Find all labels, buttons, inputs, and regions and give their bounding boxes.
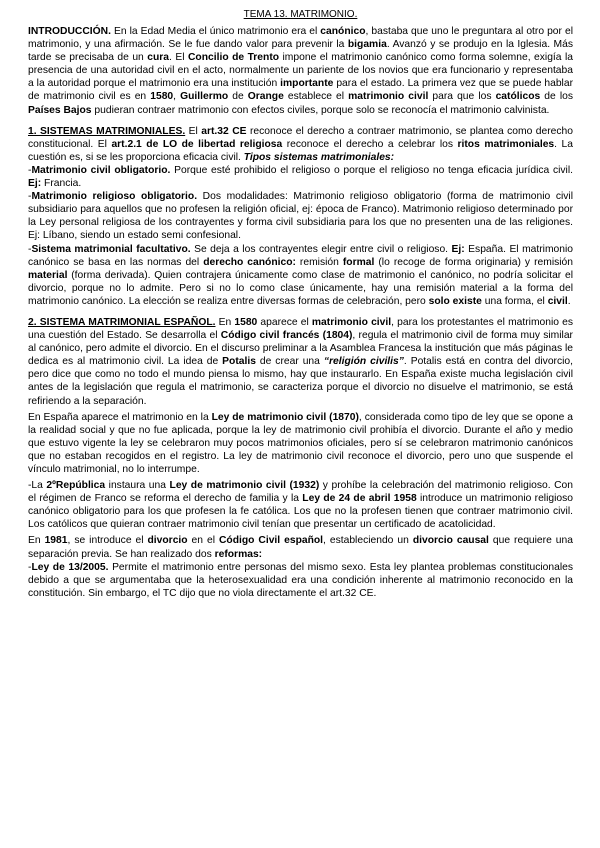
text-run: En (28, 535, 45, 547)
text-run: divorcio (147, 535, 188, 547)
text-run: Matrimonio civil obligatorio. (31, 164, 171, 176)
text-run: aparece el (257, 316, 312, 328)
text-run: . La cuestión es, si se les proporciona eficacia civil. (28, 138, 573, 163)
text-run: Ley de 13/2005. (31, 561, 109, 573)
text-run: . Potalis está en contra del divorcio, pero dice que como no todo el mundo piensa lo mismo, hay que instaurarlo. En España existe mucha legislación civil antes de la legislación que regula el matrimonio, se caracteriza porque el divorcio no disuelve el matrimonio, se está refiriendo a la separación. (28, 356, 573, 407)
text-run: Código civil francés (1804) (220, 330, 353, 342)
text-run: Matrimonio religioso obligatorio. (31, 191, 198, 203)
text-run: de (228, 91, 248, 103)
religioso-obligatorio-paragraph (28, 190, 573, 242)
text-run: Porque esté prohibido el religioso o porque el religioso no tenga eficacia jurídica civil. (170, 164, 573, 176)
intro-paragraph (28, 25, 573, 117)
text-run: (forma derivada). Quien contrajera únicamente como clase de matrimonio el canónico, no podría solicitar el divorcio, porque no lo admite. Pero si no lo como clase únicamente, hay una remisión material a la forma del matrimonio canónico. La elección se realiza entre diversas formas de celebración, pero (28, 269, 573, 307)
text-run: Francia. (41, 178, 82, 190)
text-run: ritos matrimoniales (457, 138, 555, 150)
text-run: 2ºRepública (46, 480, 106, 492)
text-run: matrimonio civil (348, 91, 429, 103)
text-run: reconoce el derecho a contraer matrimonio, se plantea como derecho constitucional. El (28, 125, 573, 150)
text-run: España. El matrimonio canónico se basa en las normas del (28, 243, 574, 268)
text-run: de los (540, 91, 573, 103)
text-run: - (28, 561, 32, 573)
text-run: En la Edad Media el único matrimonio era el (110, 26, 321, 37)
text-run: En España aparece el matrimonio en la (28, 411, 212, 423)
text-run: en el (187, 535, 219, 547)
text-run: católicos (495, 91, 541, 103)
divorcio-1981-paragraph (28, 534, 573, 560)
text-run: Código Civil español (218, 535, 324, 547)
text-run: 1. SISTEMAS MATRIMONIALES. (28, 125, 186, 137)
text-run: Concilio de Trento (188, 52, 280, 64)
text-run: reconoce el derecho a celebrar los (282, 138, 458, 150)
civil-obligatorio-paragraph (28, 164, 573, 190)
text-run: matrimonio civil (311, 316, 392, 328)
text-run: Sistema matrimonial facultativo. (31, 243, 191, 255)
text-run: art.2.1 de LO de libertad religiosa (111, 138, 283, 150)
text-run: para que los (428, 91, 496, 103)
text-run: -La (28, 480, 47, 492)
text-run: , se introduce el (67, 535, 148, 547)
text-run: , considerada como tipo de ley que se opone a la realidad social y que no fue aplicada, porque la ley de matrimonio civil prohibía el divorcio. Durante el año y medio que estuvo vigente la ley se celebraron muy pocos matrimonios oficiales, pero sí se celebraron matrimonio canónicos que no estaban recogidos en el registro. La ley de matrimonio civil reconoce el divorcio, pero uno que suspende el vínculo matrimonial, no lo interrumpe. (28, 411, 573, 475)
text-run: El (185, 125, 202, 137)
text-run: En (215, 316, 235, 328)
text-run: Permite el matrimonio entre personas del mismo sexo. Esta ley plantea problemas constitucionales debido a que se argumentaba que la heterosexualidad era una condición inherente al matrimonio reconocido en la constitución. Sin embargo, el TC dijo que no viola directamente el art.32 CE. (28, 561, 573, 599)
text-run: Ej: (28, 178, 42, 190)
text-run: remisión (295, 256, 343, 268)
text-run: de crear una (255, 356, 324, 368)
text-run: 1580 (234, 316, 258, 328)
text-run: Guillermo (180, 91, 229, 103)
text-run: Tipos sistemas matrimoniales: (243, 151, 395, 163)
text-run: una forma, el (481, 295, 548, 307)
text-run: “religión civilis” (323, 356, 404, 368)
text-run: . Avanzó y se produjo en la Iglesia. Más tarde se precisaba de un (28, 39, 573, 64)
text-run: - (28, 164, 32, 176)
text-run: divorcio causal (412, 535, 489, 547)
text-run: bigamia (347, 39, 387, 51)
text-run: (lo recoge de forma originaria) y remisión (374, 256, 574, 268)
facultativo-paragraph (28, 243, 573, 308)
text-run: , (173, 91, 181, 103)
text-run: canónico (320, 26, 366, 37)
text-run: civil (547, 295, 568, 307)
text-run: . (567, 295, 571, 307)
text-run: pudieran contraer matrimonio con efectos civiles, porque solo se reconocía el matrimonio calvinista. (91, 104, 550, 116)
text-run: derecho canónico: (203, 256, 296, 268)
text-run: Ley de matrimonio civil (1870) (211, 411, 359, 423)
text-run: material (28, 269, 68, 281)
text-run: art.32 CE (201, 125, 247, 137)
text-run: Se deja a los contrayentes elegir entre civil o religioso. (190, 243, 452, 255)
text-run: reformas: (214, 548, 263, 560)
text-run: 1981 (44, 535, 68, 547)
text-run: Potalis (222, 356, 256, 368)
section-2-paragraph (28, 316, 573, 408)
text-run: Ej: (451, 243, 465, 255)
text-run: 2. SISTEMA MATRIMONIAL ESPAÑOL. (28, 316, 216, 328)
text-run: introduce un matrimonio religioso canónico obligatorio para los que profesen la fe católica. Los que no la profesen tienen que contraer matrimonio civil. Los católicos que quieran contraer matrimonio civil tenían que presentar un certificado de acatolicidad. (28, 493, 573, 531)
text-run: INTRODUCCIÓN. (28, 26, 111, 37)
section-1-paragraph (28, 125, 573, 164)
ley-2005-paragraph (28, 561, 573, 600)
text-run: importante (280, 78, 334, 90)
document-page (28, 8, 573, 600)
ley-1870-paragraph (28, 411, 573, 476)
text-run: instaura una (105, 480, 170, 492)
text-run: Dos modalidades: Matrimonio religioso obligatorio (forma de matrimonio civil subsidiario para aquellos que no profesen la religión oficial, ej: época de Franco). Matrimonio religioso determinado por la Ley personal religiosa de los contrayentes y forma civil subsidiaria para los que no presenten una de las religiones. Ej: Líbano, siendo un estado semi confesional. (28, 191, 573, 242)
text-run: Orange (247, 91, 284, 103)
text-run: . El (169, 52, 188, 64)
text-run: formal (342, 256, 375, 268)
text-run: - (28, 243, 32, 255)
text-run: - (28, 191, 32, 203)
text-run: 1580 (150, 91, 174, 103)
text-run: cura (147, 52, 170, 64)
page-title: TEMA 13. MATRIMONIO. (243, 9, 358, 20)
text-run: , bastaba que uno le preguntara al otro por el matrimonio, y una afirmación. Se le fue dando valor para prevenir la (28, 26, 573, 51)
text-run: Ley de 24 de abril 1958 (302, 493, 417, 505)
text-run: Países Bajos (28, 104, 92, 116)
text-run: impone el matrimonio canónico como forma solemne, exigía la presencia de una autoridad civil en el acto, normalmente un pariente de los novios que era funcionario y representaba a la autoridad porque el matrimonio era una institución (28, 52, 573, 90)
text-run: establece el (283, 91, 349, 103)
text-run: , regula el matrimonio civil de forma muy similar al canónico, pero admite el divorcio. En el discurso preliminar a la Asamblea Francesa la institución que más páginas le dedica es al matrimonio civil. La idea de (28, 330, 573, 368)
text-run: que requiere una separación previa. Se han realizado dos (28, 535, 573, 560)
segunda-republica-paragraph (28, 479, 573, 531)
text-run: Ley de matrimonio civil (1932) (169, 480, 320, 492)
text-run: y prohíbe la celebración del matrimonio religioso. Con el régimen de Franco se reforma el derecho de familia y la (28, 480, 573, 505)
text-run: para el estado. La primera vez que se puede hablar de matrimonio civil es en (28, 78, 574, 103)
text-run: solo existe (428, 295, 482, 307)
text-run: , para los protestantes el matrimonio es una cuestión del Estado. Se desarrolla el (28, 316, 574, 342)
text-run: , estableciendo un (323, 535, 413, 547)
